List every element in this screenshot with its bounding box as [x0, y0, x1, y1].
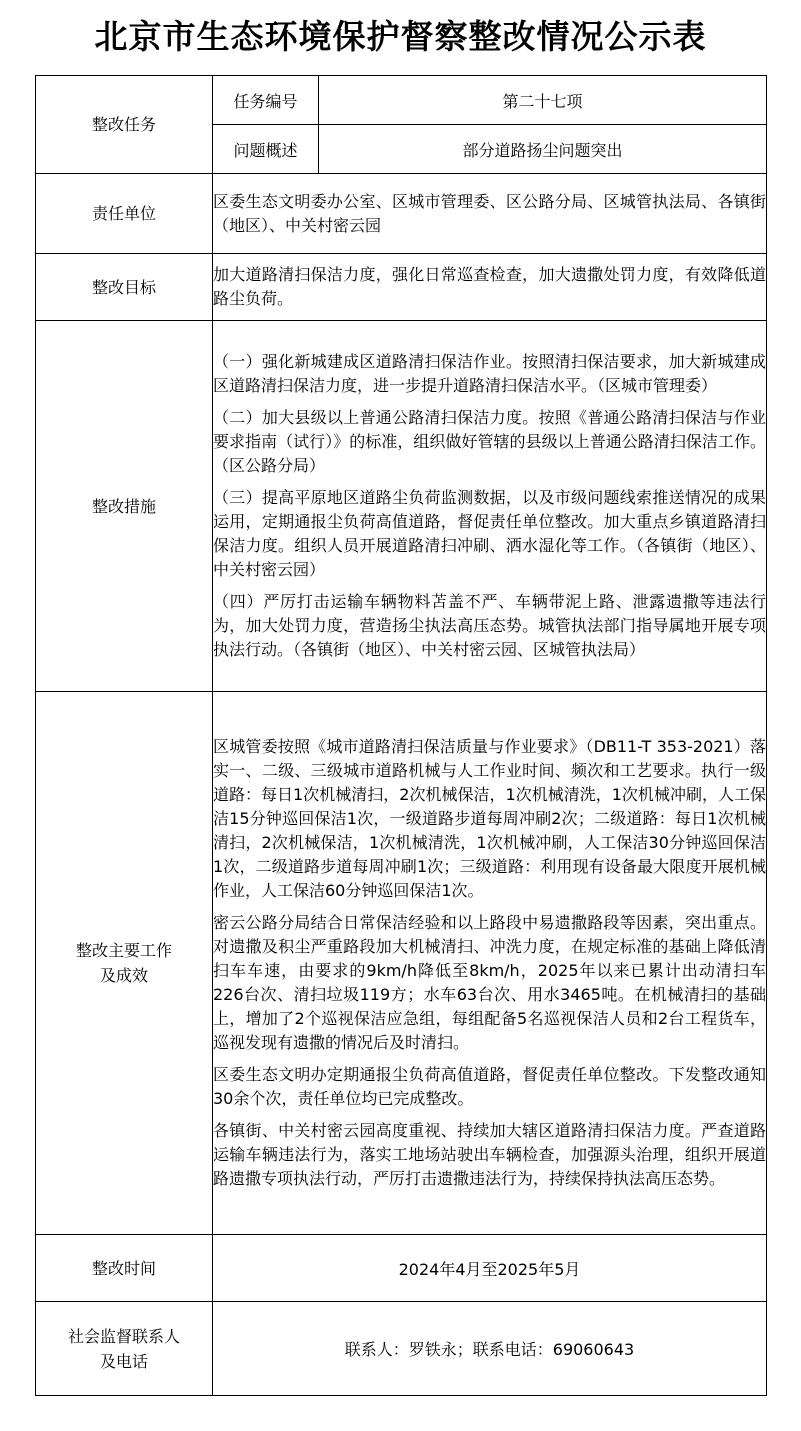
contact-row — [36, 1302, 767, 1396]
result-item-1: 区城管委按照《城市道路清扫保洁质量与作业要求》（DB11-T 353-2021）落实一、二级、三级城市道路机械与人工作业时间、频次和工艺要求。执行一级道路：每日1次机械清扫，2次机械保洁，1次机械清洗，1次机械冲刷，人工保洁15分钟巡回保洁1次，一级道路步道每周冲刷2次；二级道路：每日1次机械清扫，2次机械保洁，1次机械清洗，1次机械冲刷，人工保洁30分钟巡回保洁1次，二级道路步道每周冲刷1次；三级道路：利用现有设备最大限度开展机械作业，人工保洁60分钟巡回保洁1次。 — [213, 736, 766, 900]
goal-label: 整改目标 — [36, 254, 213, 321]
contact-value: 联系人：罗铁永；联系电话：69060643 — [213, 1302, 767, 1396]
results-row — [36, 692, 767, 1235]
time-value: 2024年4月至2025年5月 — [213, 1235, 767, 1302]
contact-label-line1: 社会监督联系人 — [67, 1326, 180, 1346]
results-content — [213, 692, 767, 1235]
task-summary-value: 部分道路扬尘问题突出 — [319, 125, 767, 174]
results-label-line2: 及成效 — [99, 966, 148, 985]
task-summary-label: 问题概述 — [213, 125, 319, 174]
responsible-label: 责任单位 — [36, 174, 213, 254]
result-item-4: 各镇街、中关村密云园高度重视、持续加大辖区道路清扫保洁力度。严查道路运输车辆违法行为，落实工地场站驶出车辆检查，加强源头治理，组织开展道路遗撒专项执法行动，严厉打击遗撒违法行为，持续保持执法高压态势。 — [213, 1120, 766, 1188]
responsible-row — [36, 174, 767, 254]
results-label — [36, 692, 213, 1235]
goal-row — [36, 254, 767, 321]
result-item-3: 区委生态文明办定期通报尘负荷高值道路，督促责任单位整改。下发整改通知30余个次，责任单位均已完成整改。 — [213, 1064, 766, 1108]
task-number-label: 任务编号 — [213, 76, 319, 125]
measures-row — [36, 321, 767, 692]
responsible-text: 区委生态文明委办公室、区城市管理委、区公路分局、区城管执法局、各镇街（地区）、中关村密云园 — [213, 174, 767, 254]
task-label: 整改任务 — [36, 76, 213, 174]
measures-content — [213, 321, 767, 692]
disclosure-table — [35, 75, 767, 1396]
task-number-row — [36, 76, 767, 125]
time-row — [36, 1235, 767, 1302]
measure-item-2: （二）加大县级以上普通公路清扫保洁力度。按照《普通公路清扫保洁与作业要求指南（试行）》的标准，组织做好管辖的县级以上普通公路清扫保洁工作。（区公路分局） — [213, 407, 766, 475]
measure-item-3: （三）提高平原地区道路尘负荷监测数据，以及市级问题线索推送情况的成果运用，定期通报尘负荷高值道路，督促责任单位整改。加大重点乡镇道路清扫保洁力度。组织人员开展道路清扫冲刷、洒水湿化等工作。（各镇街（地区）、中关村密云园） — [213, 487, 766, 579]
measure-item-4: （四）严厉打击运输车辆物料苫盖不严、车辆带泥上路、泄露遗撒等违法行为，加大处罚力度，营造扬尘执法高压态势。城管执法部门指导属地开展专项执法行动。（各镇街（地区）、中关村密云园、区城管执法局） — [213, 591, 766, 659]
measure-item-1: （一）强化新城建成区道路清扫保洁作业。按照清扫保洁要求，加大新城建成区道路清扫保洁力度，进一步提升道路清扫保洁水平。（区城市管理委） — [213, 351, 766, 395]
page-title: 北京市生态环境保护督察整改情况公示表 — [94, 17, 707, 56]
contact-label-line2: 及电话 — [99, 1351, 148, 1371]
task-number-value: 第二十七项 — [319, 76, 767, 125]
measures-label: 整改措施 — [36, 321, 213, 692]
result-item-2: 密云公路分局结合日常保洁经验和以上路段中易遗撒路段等因素，突出重点。对遗撒及积尘严重路段加大机械清扫、冲洗力度，在规定标准的基础上降低清扫车车速，由要求的9km/h降低至8km/h，2025年以来已累计出动清扫车226台次、清扫垃圾119方；水车63台次、用水3465吨。在机械清扫的基础上，增加了2个巡视保洁应急组，每组配备5名巡视保洁人员和2台工程货车，巡视发现有遗撒的情况后及时清扫。 — [213, 912, 766, 1052]
contact-label — [36, 1302, 213, 1396]
time-label: 整改时间 — [36, 1235, 213, 1302]
results-label-line1: 整改主要工作 — [75, 941, 172, 960]
goal-text: 加大道路清扫保洁力度，强化日常巡查检查，加大遗撒处罚力度，有效降低道路尘负荷。 — [213, 254, 767, 321]
